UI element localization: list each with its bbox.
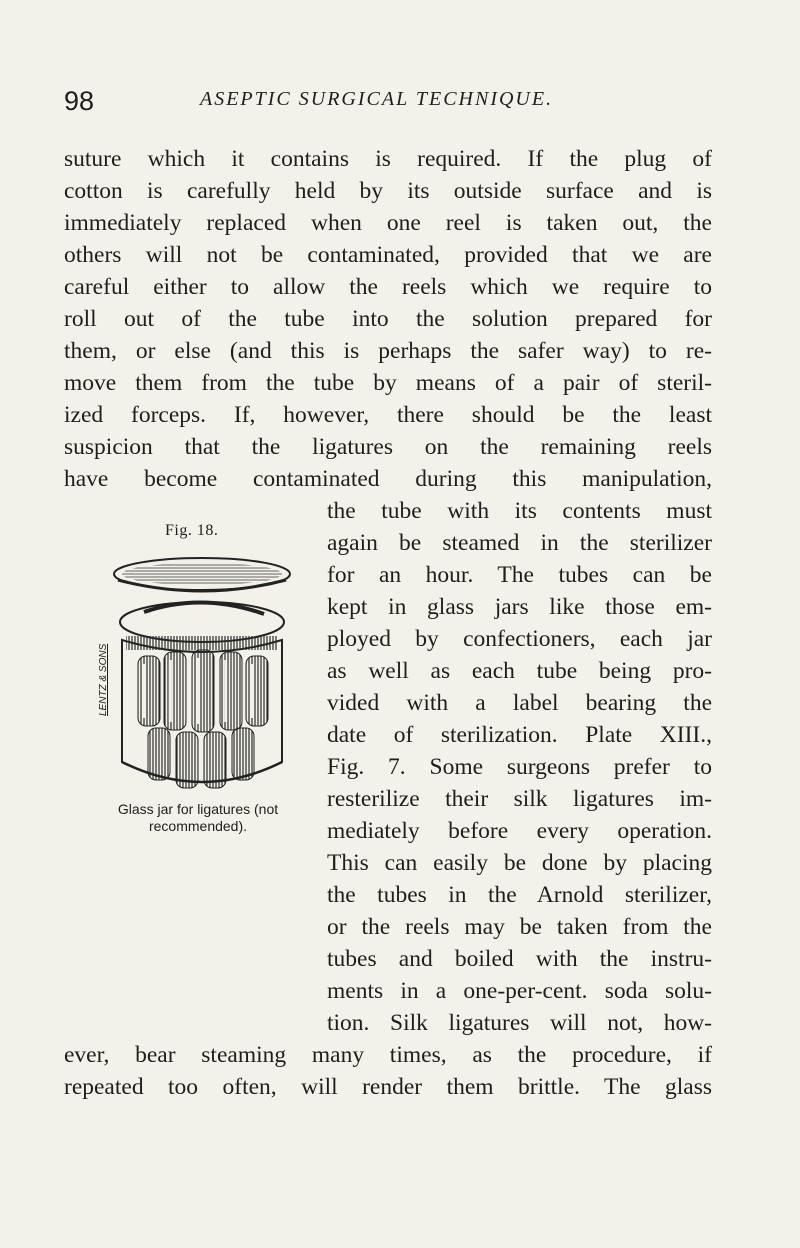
text-line: them, or else (and this is perhaps the safer way) to re- <box>64 338 712 364</box>
figure-caption <box>64 801 332 835</box>
page-number: 98 <box>64 86 95 116</box>
text-line: ployed by confectioners, each jar <box>327 626 712 652</box>
text-line: Fig. 7. Some surgeons prefer to <box>327 754 712 780</box>
text-line: tion. Silk ligatures will not, how- <box>327 1010 712 1036</box>
text-line: again be steamed in the sterilizer <box>327 530 712 556</box>
caption-line: recommended). <box>148 818 248 834</box>
text-line: the tube with its contents must <box>327 498 712 524</box>
text-line: vided with a label bearing the <box>327 690 712 716</box>
text-line: tubes and boiled with the instru- <box>327 946 712 972</box>
text-line: as well as each tube being pro- <box>327 658 712 684</box>
text-line: for an hour. The tubes can be <box>327 562 712 588</box>
text-line: ized forceps. If, however, there should be the least <box>64 402 712 428</box>
figure-label: Fig. 18. <box>165 522 219 539</box>
text-line: cotton is carefully held by its outside surface and is <box>64 178 712 204</box>
text-line: move them from the tube by means of a pair of steril- <box>64 370 712 396</box>
text-line: others will not be contaminated, provided that we are <box>64 242 712 268</box>
text-line: repeated too often, will render them brittle. The glass <box>64 1074 712 1100</box>
text-line: This can easily be done by placing <box>327 850 712 876</box>
text-line: mediately before every operation. <box>327 818 712 844</box>
text-line: immediately replaced when one reel is taken out, the <box>64 210 712 236</box>
text-line: kept in glass jars like those em- <box>327 594 712 620</box>
text-line: suspicion that the ligatures on the remaining reels <box>64 434 712 460</box>
glass-jar-illustration <box>104 552 300 796</box>
text-line: have become contaminated during this manipulation, <box>64 466 712 492</box>
text-line: ever, bear steaming many times, as the procedure, if <box>64 1042 712 1068</box>
running-title: ASEPTIC SURGICAL TECHNIQUE. <box>200 88 554 110</box>
engraver-credit: LENTZ & SONS <box>98 643 109 716</box>
text-line: roll out of the tube into the solution prepared for <box>64 306 712 332</box>
caption-line: Glass jar for ligatures (not <box>117 801 279 817</box>
text-line: ments in a one-per-cent. soda solu- <box>327 978 712 1004</box>
text-line: resterilize their silk ligatures im- <box>327 786 712 812</box>
text-line: suture which it contains is required. If the plug of <box>64 146 712 172</box>
text-line: or the reels may be taken from the <box>327 914 712 940</box>
text-line: date of sterilization. Plate XIII., <box>327 722 712 748</box>
text-line: careful either to allow the reels which we require to <box>64 274 712 300</box>
text-line: the tubes in the Arnold sterilizer, <box>327 882 712 908</box>
